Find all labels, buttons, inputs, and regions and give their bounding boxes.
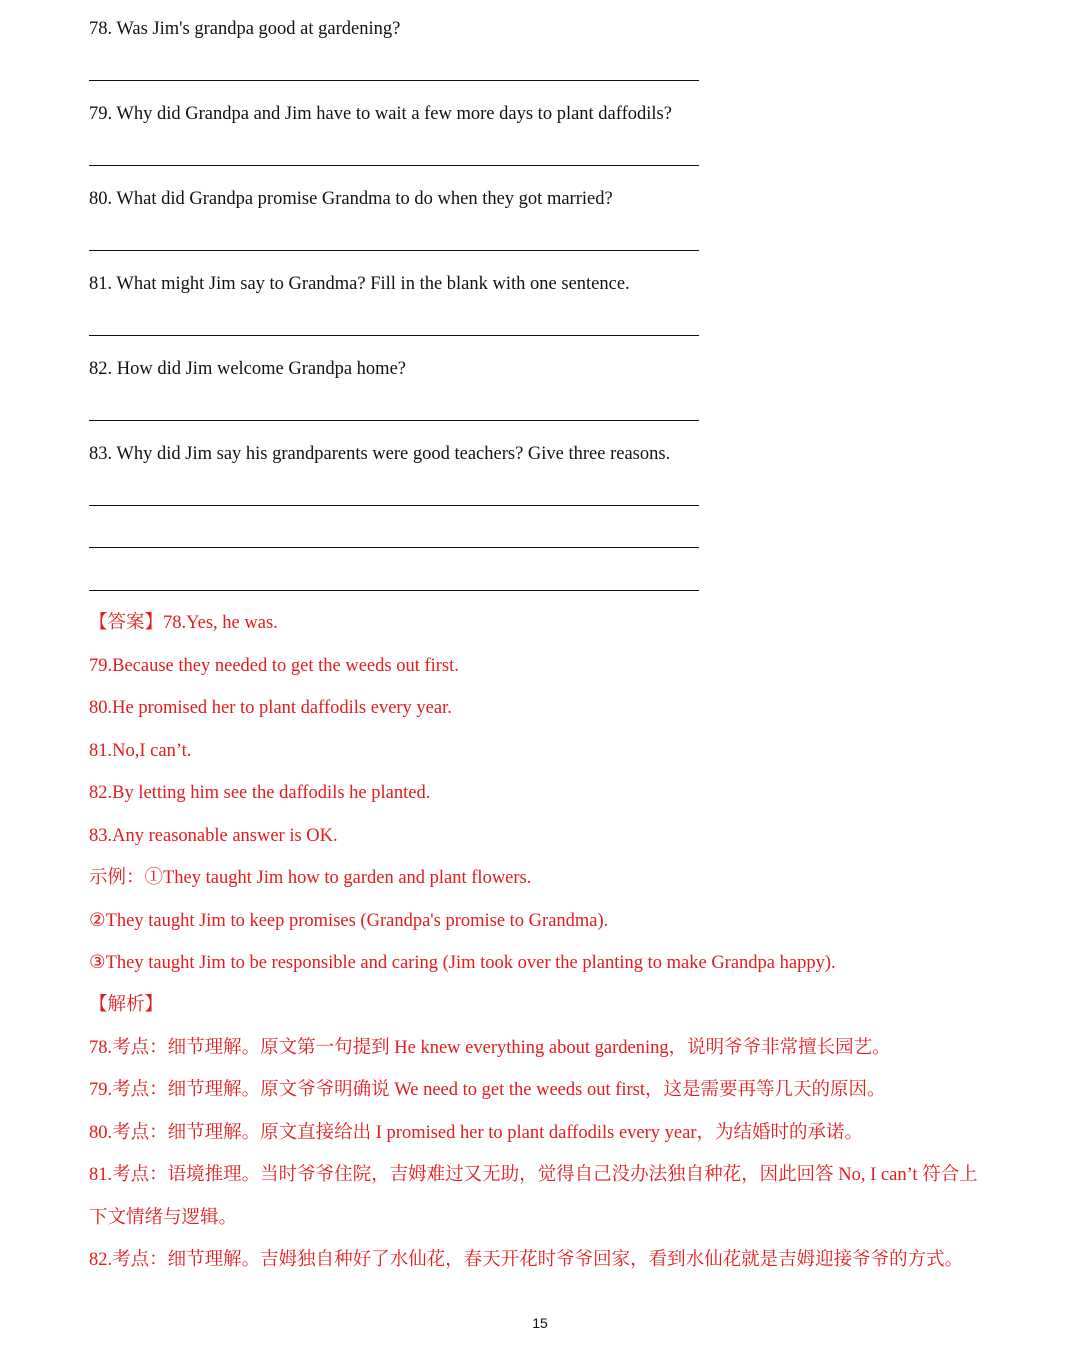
answer-line (89, 547, 699, 548)
answer-key-line: ②They taught Jim to keep promises (Grandpa's promise to Grandma). (89, 911, 609, 931)
answer-key-line: 79.Because they needed to get the weeds out first. (89, 656, 459, 676)
answer-line (89, 80, 699, 81)
answer-key-line: 示例：①They taught Jim how to garden and plant flowers. (89, 868, 532, 888)
answer-key-line: 83.Any reasonable answer is OK. (89, 826, 338, 846)
question-81: 81. What might Jim say to Grandma? Fill in the blank with one sentence. (89, 274, 630, 294)
analysis-heading: 【解析】 (89, 995, 164, 1015)
question-83: 83. Why did Jim say his grandparents were good teachers? Give three reasons. (89, 444, 671, 464)
analysis-line: 78.考点：细节理解。原文第一句提到 He knew everything about gardening，说明爷爷非常擅长园艺。 (89, 1038, 891, 1058)
analysis-line: 80.考点：细节理解。原文直接给出 I promised her to plant daffodils every year，为结婚时的承诺。 (89, 1123, 863, 1143)
question-82: 82. How did Jim welcome Grandpa home? (89, 359, 406, 379)
answer-line (89, 590, 699, 591)
answer-key-line: 【答案】78.Yes, he was. (89, 613, 278, 633)
analysis-line: 下文情绪与逻辑。 (89, 1208, 238, 1228)
answer-line (89, 250, 699, 251)
answer-line (89, 420, 699, 421)
answer-line (89, 335, 699, 336)
page-number: 15 (532, 1315, 548, 1331)
analysis-line: 79.考点：细节理解。原文爷爷明确说 We need to get the weeds out first，这是需要再等几天的原因。 (89, 1080, 886, 1100)
answer-key-line: 82.By letting him see the daffodils he planted. (89, 783, 431, 803)
question-78: 78. Was Jim's grandpa good at gardening? (89, 19, 401, 39)
analysis-line: 81.考点：语境推理。当时爷爷住院，吉姆难过又无助，觉得自己没办法独自种花，因此回答 No, I can’t 符合上 (89, 1165, 978, 1185)
question-79: 79. Why did Grandpa and Jim have to wait a few more days to plant daffodils? (89, 104, 672, 124)
answer-key-line: 80.He promised her to plant daffodils every year. (89, 698, 452, 718)
answer-key-line: 81.No,I can’t. (89, 741, 192, 761)
answer-line (89, 165, 699, 166)
analysis-line: 82.考点：细节理解。吉姆独自种好了水仙花，春天开花时爷爷回家，看到水仙花就是吉姆迎接爷爷的方式。 (89, 1250, 964, 1270)
answer-key-line: ③They taught Jim to be responsible and caring (Jim took over the planting to make Grandpa happy). (89, 953, 836, 973)
answer-line (89, 505, 699, 506)
question-80: 80. What did Grandpa promise Grandma to do when they got married? (89, 189, 613, 209)
